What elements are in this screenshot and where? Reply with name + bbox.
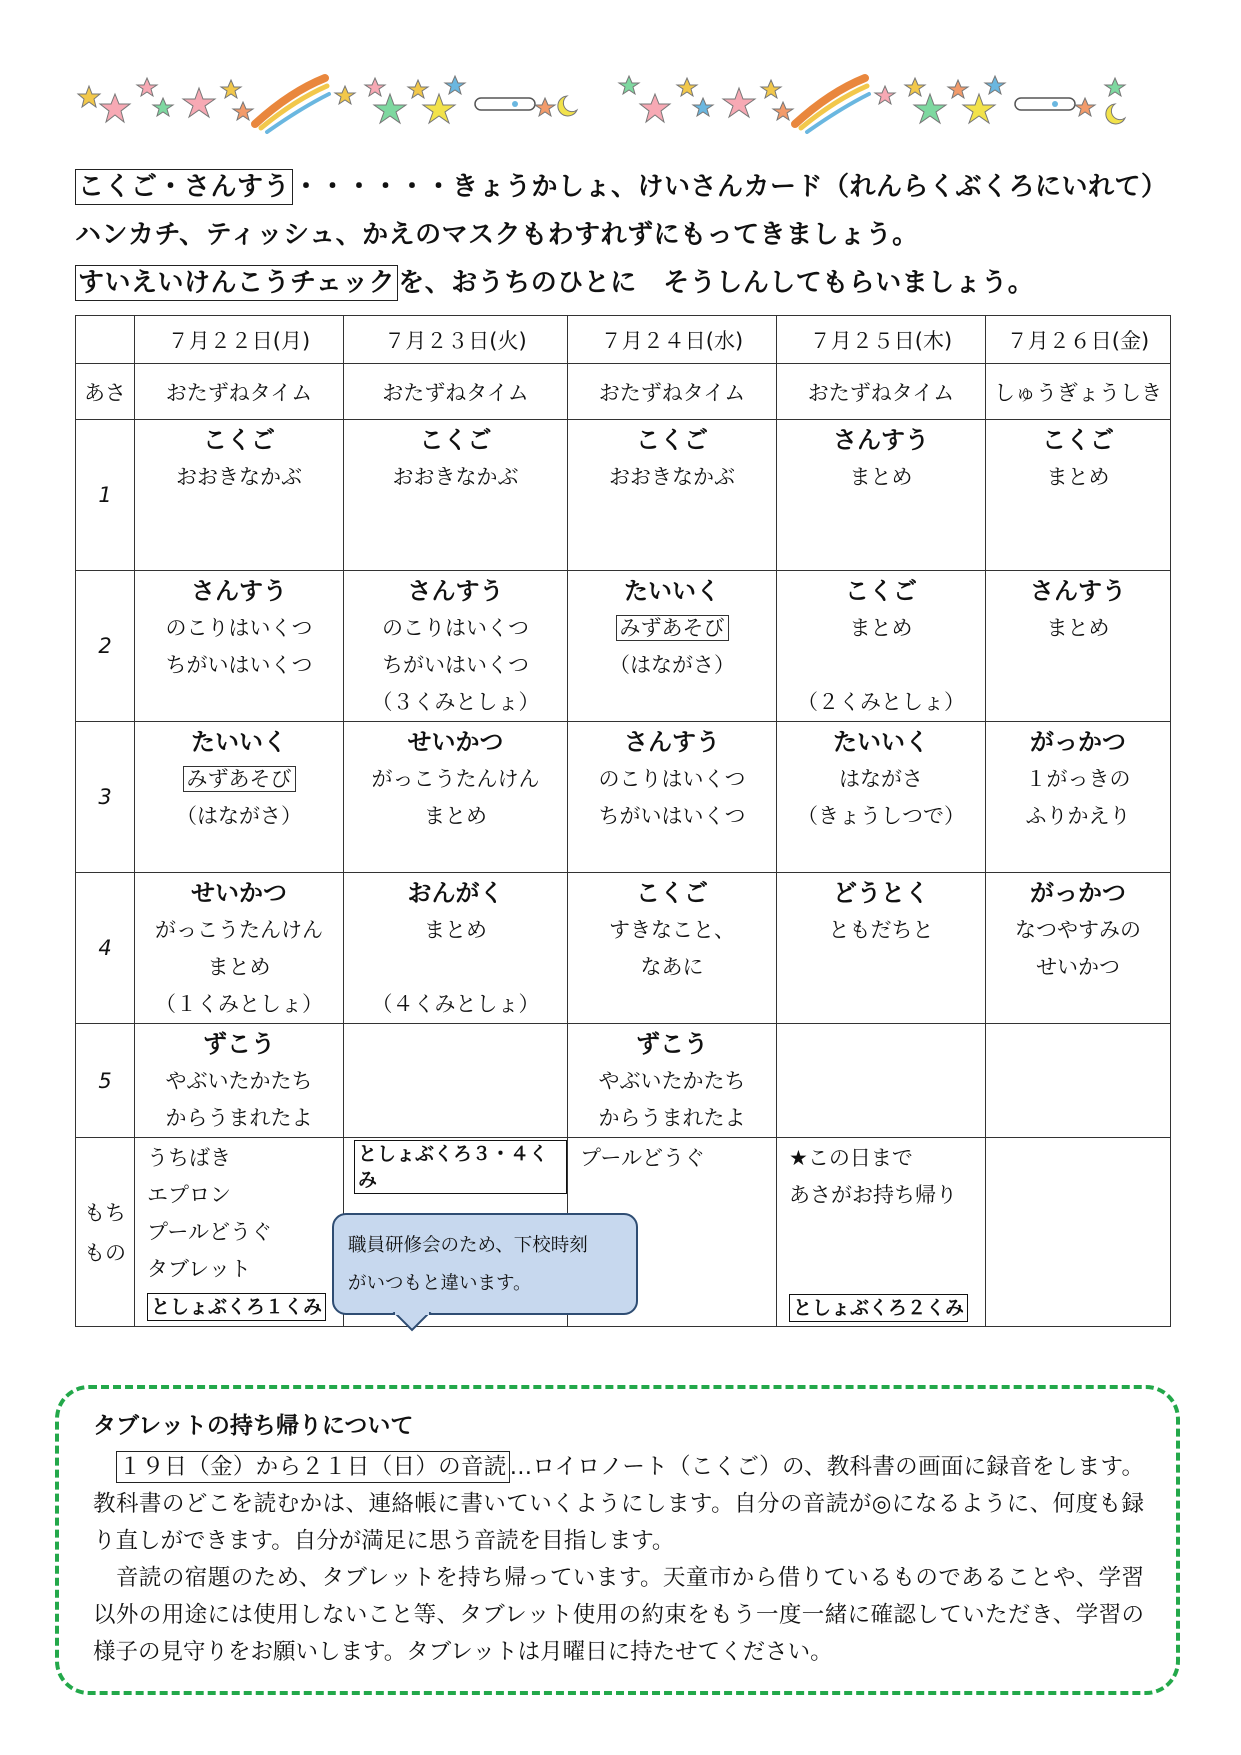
lesson-subject: こくご (636, 426, 708, 454)
belongings-cell-fri (986, 1138, 1171, 1327)
lesson-topic: のこりはいくつ (598, 767, 746, 791)
lesson-cell-empty (777, 1024, 986, 1138)
lesson-subject: たいいく (624, 577, 720, 605)
lesson-topic: はながさ (839, 767, 923, 791)
lesson-cell (135, 873, 344, 1024)
lesson-cell (135, 571, 344, 722)
star-icon (365, 78, 385, 96)
notice-paragraph-1-text: …ロイロノート（こくご）の、教科書の画面に録音をします。教科書のどこを読むかは、連絡帳に書いていくようにします。自分の音読が◎になるように、何度も録り直しができます。自分が満足に思う音読を目指します。 (93, 1454, 1144, 1554)
period-row (76, 420, 1171, 571)
lesson-topic: まとめ (1046, 616, 1110, 640)
star-icon (1075, 98, 1095, 116)
star-icon (408, 80, 428, 98)
lesson-subject: こくご (203, 426, 275, 454)
intro-line-1 (75, 163, 1175, 211)
lesson-topic: まとめ (1046, 465, 1110, 489)
day-header: ７月２４日(水) (568, 316, 777, 364)
star-icon (335, 86, 355, 104)
day-header-row (76, 316, 1171, 364)
lesson-topic: やぶいたかたち (598, 1069, 746, 1093)
belongings-item: ★この日まで (789, 1146, 913, 1170)
lesson-topic: のこりはいくつ (382, 616, 529, 640)
library-bag-tag: としょぶくろ２くみ (789, 1294, 968, 1322)
lesson-topic: がっこうたんけん (155, 918, 323, 942)
star-icon (78, 86, 100, 107)
belongings-label (76, 1138, 135, 1327)
library-note: （１くみとしょ） (155, 992, 323, 1016)
moon-icon (1106, 104, 1125, 124)
period-number: 4 (76, 873, 135, 1024)
morning-cell: おたずねタイム (777, 364, 986, 420)
lesson-subject: たいいく (833, 728, 929, 756)
notice-body (93, 1449, 1144, 1671)
star-icon (723, 88, 755, 117)
star-icon (693, 98, 713, 116)
water-play-boxed: みずあそび (183, 766, 296, 792)
star-icon (905, 78, 925, 96)
lesson-subject: さんすう (833, 426, 929, 454)
day-header: ７月２３日(火) (344, 316, 568, 364)
lesson-topic: （はながさ） (609, 653, 735, 677)
morning-cell: おたずねタイム (568, 364, 777, 420)
belongings-item: うちばき (147, 1146, 231, 1170)
star-icon (137, 78, 157, 96)
period-row (76, 722, 1171, 873)
lesson-topic: ふりかえり (1025, 804, 1131, 828)
lesson-topic: すきなこと、 (609, 918, 735, 942)
lesson-topic: おおきなかぶ (609, 465, 735, 489)
lesson-cell (986, 571, 1171, 722)
star-icon (535, 98, 555, 116)
lesson-topic: やぶいたかたち (165, 1069, 313, 1093)
star-border-decoration (75, 72, 1185, 134)
intro-line-1-text: ・・・・・・きょうかしょ、けいさんカード（れんらくぶくろにいれて） (293, 172, 1168, 202)
lesson-cell (986, 873, 1171, 1024)
belongings-item: プールどうぐ (580, 1146, 705, 1170)
lesson-cell (135, 420, 344, 571)
lesson-subject: たいいく (191, 728, 287, 756)
star-icon (1105, 78, 1125, 96)
library-note: （２くみとしょ） (797, 690, 965, 714)
callout-line: がいつもと違います。 (348, 1273, 532, 1294)
belongings-cell-mon (135, 1138, 344, 1327)
lesson-topic: おおきなかぶ (392, 465, 519, 489)
star-icon (183, 88, 215, 117)
star-icon (640, 94, 670, 122)
notice-paragraph-2-text: 音読の宿題のため、タブレットを持ち帰っています。天童市から借りているものであることや、学習以外の用途には使用しないこと等、タブレット使用の約束をもう一度一緒に確認していただき、学習の様子の見守りをお願いします。タブレットは月曜日に持たせてください。 (93, 1565, 1144, 1665)
belongings-item: プールどうぐ (147, 1220, 272, 1244)
notice-title: タブレットの持ち帰りについて (93, 1413, 414, 1439)
lesson-topic: まとめ (424, 804, 487, 828)
lesson-subject: こくご (636, 879, 708, 907)
lesson-subject: おんがく (407, 879, 504, 907)
star-icon (221, 80, 241, 98)
lesson-cell-empty (344, 1024, 568, 1138)
lesson-topic: まとめ (849, 465, 913, 489)
lesson-subject: こくご (845, 577, 917, 605)
lesson-topic: ちがいはいくつ (598, 804, 746, 828)
period-row (76, 873, 1171, 1024)
star-icon (677, 78, 697, 96)
intro-line-3 (75, 259, 1175, 307)
rocket-window-icon (512, 101, 518, 107)
lesson-subject: がっかつ (1030, 879, 1126, 907)
lesson-cell (344, 873, 568, 1024)
lesson-subject: ずこう (203, 1030, 275, 1058)
notice-paragraph (93, 1449, 1144, 1560)
star-icon (948, 80, 968, 98)
morning-cell: しゅうぎょうしき (986, 364, 1171, 420)
belongings-item (789, 1294, 968, 1322)
lesson-topic: なつやすみの (1015, 918, 1141, 942)
star-icon (374, 94, 406, 123)
lesson-cell (135, 722, 344, 873)
period-number: 3 (76, 722, 135, 873)
belongings-item (354, 1140, 567, 1191)
star-icon (619, 76, 639, 94)
belongings-label-line: もの (84, 1241, 126, 1265)
star-border-left-group (78, 76, 577, 132)
lesson-topic: （きょうしつで） (797, 804, 965, 828)
star-icon (914, 94, 946, 123)
intro-swim-check-boxed: すいえいけんこうチェック (75, 265, 398, 301)
belongings-item: エプロン (147, 1183, 231, 1207)
star-icon (875, 86, 895, 104)
star-icon (153, 98, 173, 116)
star-icon (761, 80, 781, 98)
lesson-cell (135, 1024, 344, 1138)
lesson-topic: ちがいはいくつ (165, 653, 313, 677)
day-header: ７月２２日(月) (135, 316, 344, 364)
lesson-subject: がっかつ (1030, 728, 1126, 756)
lesson-subject: せいかつ (407, 728, 504, 756)
corner-cell (76, 316, 135, 364)
belongings-label-line: もち (84, 1201, 126, 1225)
lesson-cell (986, 722, 1171, 873)
belongings-item (147, 1288, 343, 1325)
lesson-subject: ずこう (636, 1030, 708, 1058)
day-header: ７月２６日(金) (986, 316, 1171, 364)
period-number: 1 (76, 420, 135, 571)
rocket-icon (1015, 98, 1075, 110)
lesson-cell (568, 1024, 777, 1138)
lesson-topic: （はながさ） (176, 804, 302, 828)
intro-line-3-text: を、おうちのひとに そうしんしてもらいましょう。 (398, 268, 1035, 298)
lesson-cell (777, 873, 986, 1024)
lesson-topic (135, 761, 343, 798)
day-header: ７月２５日(木) (777, 316, 986, 364)
morning-label: あさ (76, 364, 135, 420)
lesson-topic: からうまれたよ (598, 1106, 746, 1130)
lesson-topic: からうまれたよ (165, 1106, 313, 1130)
star-border-right-group (619, 76, 1125, 132)
lesson-cell (777, 571, 986, 722)
lesson-topic (344, 949, 567, 986)
lesson-cell (568, 571, 777, 722)
period-number: 2 (76, 571, 135, 722)
lesson-cell (777, 420, 986, 571)
rocket-window-icon (1052, 101, 1058, 107)
lesson-cell (344, 571, 568, 722)
lesson-subject: さんすう (1030, 577, 1126, 605)
lesson-topic (777, 647, 985, 684)
callout-line: 職員研修会のため、下校時刻 (348, 1235, 588, 1256)
lesson-cell-empty (986, 1024, 1171, 1138)
intro-subjects-boxed: こくご・さんすう (75, 169, 293, 205)
lesson-subject: さんすう (191, 577, 287, 605)
lesson-topic: せいかつ (1036, 955, 1120, 979)
lesson-cell (568, 722, 777, 873)
lesson-topic: ちがいはいくつ (382, 653, 529, 677)
star-icon (100, 94, 130, 122)
dismissal-time-callout (332, 1213, 638, 1315)
intro-line-2: ハンカチ、ティッシュ、かえのマスクもわすれずにもってきましょう。 (75, 220, 919, 250)
lesson-cell (568, 873, 777, 1024)
library-bag-tag: としょぶくろ１くみ (147, 1293, 326, 1321)
rocket-icon (475, 98, 535, 110)
lesson-subject: さんすう (624, 728, 720, 756)
belongings-item: あさがお持ち帰り (789, 1183, 957, 1207)
lesson-topic: おおきなかぶ (176, 465, 302, 489)
star-icon (233, 102, 253, 120)
lesson-subject: さんすう (407, 577, 504, 605)
star-icon (445, 76, 465, 94)
morning-cell: おたずねタイム (135, 364, 344, 420)
lesson-topic: のこりはいくつ (165, 616, 313, 640)
lesson-subject: こくご (419, 426, 492, 454)
water-play-boxed: みずあそび (616, 615, 729, 641)
tablet-notice-box (55, 1385, 1180, 1695)
moon-icon (558, 96, 577, 116)
star-icon (423, 94, 455, 123)
lesson-cell (986, 420, 1171, 571)
period-number: 5 (76, 1024, 135, 1138)
lesson-topic: まとめ (207, 955, 271, 979)
lesson-topic: ともだちと (828, 918, 934, 942)
lesson-subject: どうとく (833, 879, 929, 907)
morning-cell: おたずねタイム (344, 364, 568, 420)
period-row (76, 571, 1171, 722)
morning-row (76, 364, 1171, 420)
star-icon (773, 102, 793, 120)
callout-tail-icon (392, 1312, 432, 1334)
lesson-topic: まとめ (424, 918, 487, 942)
library-bag-tag: としょぶくろ３・４くみ (354, 1140, 567, 1194)
period-row (76, 1024, 1171, 1138)
belongings-item: タブレット (147, 1257, 251, 1281)
star-icon (985, 76, 1005, 94)
lesson-cell (568, 420, 777, 571)
notice-paragraph (93, 1560, 1144, 1671)
lesson-cell (777, 722, 986, 873)
lesson-subject: こくご (1042, 426, 1114, 454)
lesson-topic: なあに (640, 955, 704, 979)
schedule-table (75, 315, 1171, 1327)
lesson-topic: １がっきの (1025, 767, 1131, 791)
library-note: （３くみとしょ） (371, 690, 540, 714)
lesson-topic (568, 610, 776, 647)
star-icon (963, 94, 995, 123)
library-note: （４くみとしょ） (371, 992, 540, 1016)
lesson-subject: せいかつ (191, 879, 287, 907)
lesson-cell (344, 722, 568, 873)
lesson-cell (344, 420, 568, 571)
belongings-cell-thu (777, 1138, 986, 1327)
intro-section (75, 163, 1175, 307)
reading-dates-boxed: １９日（金）から２１日（日）の音読 (116, 1451, 510, 1483)
lesson-topic: がっこうたんけん (371, 767, 540, 791)
lesson-topic: まとめ (849, 616, 913, 640)
